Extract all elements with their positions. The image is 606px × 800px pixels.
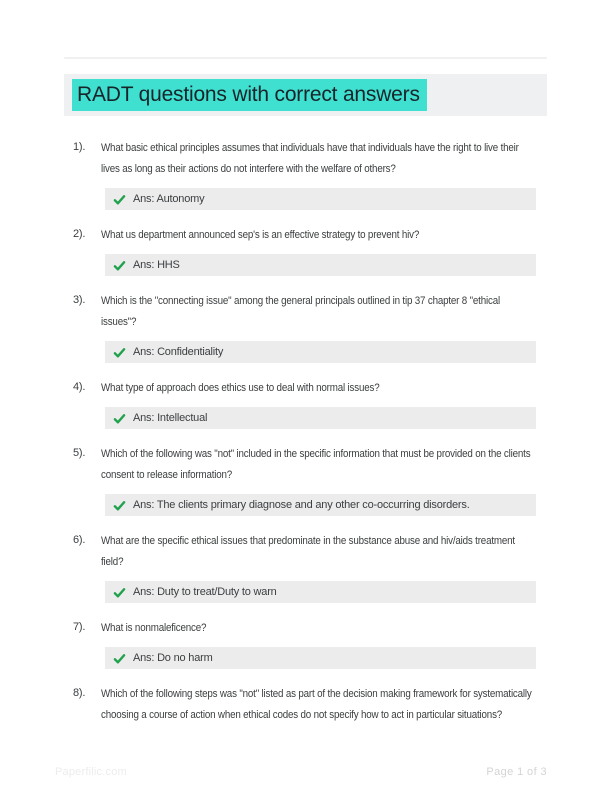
question-number: 2).: [73, 228, 86, 240]
answer-box: [105, 188, 536, 210]
question-text: What are the specific ethical issues that predominate in the substance abuse and hiv/aids treatment field?: [101, 535, 515, 568]
checkmark-icon: [113, 652, 126, 665]
question-text: What basic ethical principles assumes that individuals have that individuals have the right to live their lives as long as their actions do not interfere with the welfare of others?: [101, 142, 519, 175]
answer-text: Ans: The clients primary diagnose and any other co-occurring disorders.: [133, 499, 470, 511]
question-text: What is nonmaleficence?: [101, 622, 207, 634]
checkmark-icon: [113, 412, 126, 425]
question-number: 4).: [73, 381, 86, 393]
question-row: [73, 531, 606, 573]
top-divider: [64, 57, 547, 59]
answer-box: [105, 647, 536, 669]
question-list: [73, 138, 606, 726]
question-number: 8).: [73, 687, 86, 699]
answer-text: Ans: Duty to treat/Duty to warn: [133, 586, 277, 598]
answer-box: [105, 254, 536, 276]
question-row: [73, 618, 606, 639]
question-number: 6).: [73, 534, 86, 546]
answer-text: Ans: Intellectual: [133, 412, 208, 424]
qa-item: [73, 138, 606, 210]
question-row: [73, 291, 606, 333]
question-text: What type of approach does ethics use to deal with normal issues?: [101, 382, 380, 394]
question-number: 3).: [73, 294, 86, 306]
answer-box: [105, 407, 536, 429]
answer-text: Ans: Do no harm: [133, 652, 213, 664]
page-number-label: Page 1 of 3: [486, 766, 547, 778]
answer-box: [105, 494, 536, 516]
title-block: [64, 74, 547, 116]
answer-text: Ans: Autonomy: [133, 193, 205, 205]
question-text: Which of the following steps was "not" listed as part of the decision making framework for systematically choosing a course of action when ethical codes do not specify how to act in particular situations?: [101, 688, 532, 721]
page-title: RADT questions with correct answers: [72, 79, 427, 111]
question-number: 5).: [73, 447, 86, 459]
page-footer: [0, 766, 606, 780]
answer-box: [105, 581, 536, 603]
qa-item: [73, 684, 606, 726]
qa-item: [73, 531, 606, 603]
checkmark-icon: [113, 259, 126, 272]
question-number: 7).: [73, 621, 86, 633]
qa-item: [73, 618, 606, 669]
answer-text: Ans: Confidentiality: [133, 346, 224, 358]
answer-box: [105, 341, 536, 363]
qa-item: [73, 291, 606, 363]
qa-item: [73, 444, 606, 516]
question-number: 1).: [73, 141, 86, 153]
checkmark-icon: [113, 586, 126, 599]
question-text: Which is the "connecting issue" among the general principals outlined in tip 37 chapter 8 "ethical issues"?: [101, 295, 500, 328]
question-row: [73, 684, 606, 726]
question-row: [73, 138, 606, 180]
checkmark-icon: [113, 346, 126, 359]
checkmark-icon: [113, 499, 126, 512]
qa-item: [73, 378, 606, 429]
answer-text: Ans: HHS: [133, 259, 180, 271]
question-text: Which of the following was "not" included in the specific information that must be provided on the clients consent to release information?: [101, 448, 531, 481]
checkmark-icon: [113, 193, 126, 206]
qa-item: [73, 225, 606, 276]
question-row: [73, 225, 606, 246]
question-row: [73, 444, 606, 486]
watermark-text: Paperfilic.com: [55, 766, 127, 778]
question-text: What us department announced sep's is an effective strategy to prevent hiv?: [101, 229, 420, 241]
question-row: [73, 378, 606, 399]
